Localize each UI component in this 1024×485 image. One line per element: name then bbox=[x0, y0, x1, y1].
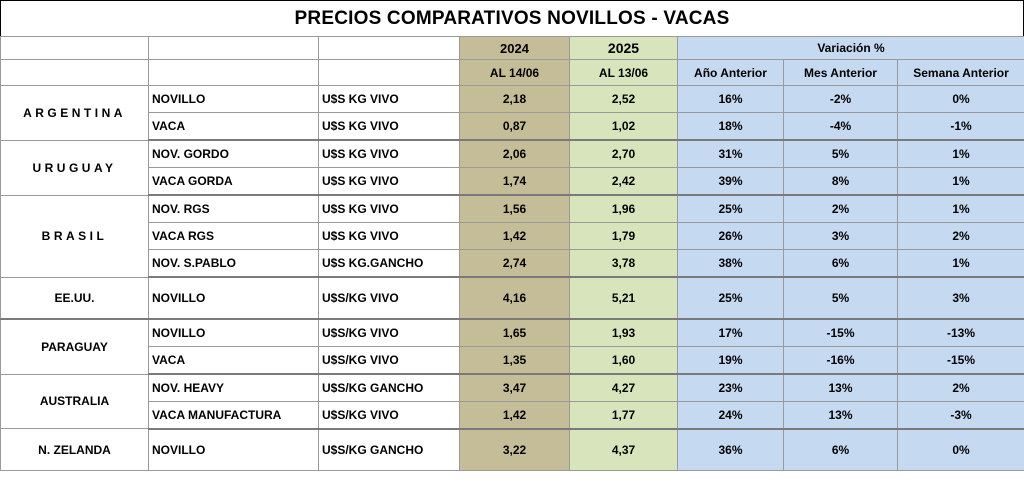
var-week-cell: 1% bbox=[898, 250, 1024, 277]
var-week-header: Semana Anterior bbox=[898, 60, 1024, 86]
var-year-cell: 19% bbox=[678, 347, 784, 374]
var-month-cell: 13% bbox=[784, 401, 898, 428]
blank-header-cell bbox=[149, 37, 319, 60]
var-week-cell: -13% bbox=[898, 319, 1024, 346]
table-row bbox=[1, 401, 1024, 428]
price-2025-cell: 3,78 bbox=[570, 250, 678, 277]
price-2024-cell: 1,35 bbox=[460, 347, 570, 374]
blank-header-cell bbox=[319, 60, 460, 86]
var-month-cell: 6% bbox=[784, 429, 898, 471]
var-year-cell: 36% bbox=[678, 429, 784, 471]
category-cell: VACA GORDA bbox=[149, 168, 319, 195]
unit-cell: U$S/KG GANCHO bbox=[319, 429, 460, 471]
var-week-cell: 0% bbox=[898, 429, 1024, 471]
country-cell: URUGUAY bbox=[1, 140, 149, 195]
blank-header-cell bbox=[149, 60, 319, 86]
category-cell: NOV. S.PABLO bbox=[149, 250, 319, 277]
table-row bbox=[1, 429, 1024, 471]
price-2025-cell: 2,42 bbox=[570, 168, 678, 195]
table-row bbox=[1, 374, 1024, 401]
table-row bbox=[1, 250, 1024, 277]
price-2024-cell: 2,18 bbox=[460, 86, 570, 113]
unit-cell: U$S KG.GANCHO bbox=[319, 250, 460, 277]
table-row bbox=[1, 113, 1024, 140]
var-year-cell: 23% bbox=[678, 374, 784, 401]
category-cell: NOVILLO bbox=[149, 86, 319, 113]
header-row-dates bbox=[1, 60, 1024, 86]
price-2025-cell: 1,93 bbox=[570, 319, 678, 346]
var-week-cell: 1% bbox=[898, 168, 1024, 195]
category-cell: NOV. HEAVY bbox=[149, 374, 319, 401]
country-cell: AUSTRALIA bbox=[1, 374, 149, 429]
var-month-cell: 2% bbox=[784, 195, 898, 222]
var-month-cell: -4% bbox=[784, 113, 898, 140]
date-2024-header: AL 14/06 bbox=[460, 60, 570, 86]
var-year-cell: 38% bbox=[678, 250, 784, 277]
price-2024-cell: 3,22 bbox=[460, 429, 570, 471]
price-2025-cell: 1,60 bbox=[570, 347, 678, 374]
price-2024-cell: 1,65 bbox=[460, 319, 570, 346]
country-cell: BRASIL bbox=[1, 195, 149, 277]
table-row bbox=[1, 86, 1024, 113]
var-month-cell: -16% bbox=[784, 347, 898, 374]
price-2025-cell: 2,70 bbox=[570, 140, 678, 167]
price-2025-cell: 1,02 bbox=[570, 113, 678, 140]
var-year-cell: 25% bbox=[678, 195, 784, 222]
unit-cell: U$S KG VIVO bbox=[319, 86, 460, 113]
unit-cell: U$S/KG VIVO bbox=[319, 347, 460, 374]
variation-header: Variación % bbox=[678, 37, 1024, 60]
unit-cell: U$S/KG GANCHO bbox=[319, 374, 460, 401]
blank-header-cell bbox=[319, 37, 460, 60]
var-year-cell: 24% bbox=[678, 401, 784, 428]
table-row bbox=[1, 195, 1024, 222]
price-2025-cell: 4,27 bbox=[570, 374, 678, 401]
var-year-cell: 39% bbox=[678, 168, 784, 195]
var-year-cell: 26% bbox=[678, 222, 784, 249]
var-week-cell: 2% bbox=[898, 374, 1024, 401]
var-week-cell: 1% bbox=[898, 140, 1024, 167]
var-month-cell: 3% bbox=[784, 222, 898, 249]
price-2024-cell: 2,06 bbox=[460, 140, 570, 167]
page-title: PRECIOS COMPARATIVOS NOVILLOS - VACAS bbox=[0, 0, 1024, 37]
table-row bbox=[1, 319, 1024, 346]
price-2024-cell: 1,42 bbox=[460, 401, 570, 428]
price-2025-cell: 5,21 bbox=[570, 277, 678, 319]
country-cell: N. ZELANDA bbox=[1, 429, 149, 471]
table-row bbox=[1, 222, 1024, 249]
var-year-cell: 17% bbox=[678, 319, 784, 346]
price-2024-cell: 3,47 bbox=[460, 374, 570, 401]
var-year-cell: 25% bbox=[678, 277, 784, 319]
unit-cell: U$S KG VIVO bbox=[319, 168, 460, 195]
year-2024-header: 2024 bbox=[460, 37, 570, 60]
var-year-header: Año Anterior bbox=[678, 60, 784, 86]
table-row bbox=[1, 140, 1024, 167]
price-2025-cell: 1,96 bbox=[570, 195, 678, 222]
category-cell: VACA bbox=[149, 113, 319, 140]
var-year-cell: 18% bbox=[678, 113, 784, 140]
category-cell: NOVILLO bbox=[149, 429, 319, 471]
category-cell: NOVILLO bbox=[149, 319, 319, 346]
var-year-cell: 16% bbox=[678, 86, 784, 113]
category-cell: NOV. RGS bbox=[149, 195, 319, 222]
price-2024-cell: 2,74 bbox=[460, 250, 570, 277]
var-week-cell: 0% bbox=[898, 86, 1024, 113]
var-week-cell: 2% bbox=[898, 222, 1024, 249]
price-comparison-table bbox=[0, 36, 1024, 471]
price-2025-cell: 4,37 bbox=[570, 429, 678, 471]
var-month-cell: 5% bbox=[784, 277, 898, 319]
country-cell: PARAGUAY bbox=[1, 319, 149, 374]
blank-header-cell bbox=[1, 37, 149, 60]
blank-header-cell bbox=[1, 60, 149, 86]
unit-cell: U$S KG VIVO bbox=[319, 195, 460, 222]
var-month-cell: -15% bbox=[784, 319, 898, 346]
var-week-cell: -3% bbox=[898, 401, 1024, 428]
date-2025-header: AL 13/06 bbox=[570, 60, 678, 86]
price-2025-cell: 2,52 bbox=[570, 86, 678, 113]
var-month-header: Mes Anterior bbox=[784, 60, 898, 86]
price-2025-cell: 1,77 bbox=[570, 401, 678, 428]
var-year-cell: 31% bbox=[678, 140, 784, 167]
var-month-cell: 13% bbox=[784, 374, 898, 401]
var-week-cell: 3% bbox=[898, 277, 1024, 319]
unit-cell: U$S/KG VIVO bbox=[319, 319, 460, 346]
var-week-cell: -15% bbox=[898, 347, 1024, 374]
category-cell: VACA RGS bbox=[149, 222, 319, 249]
category-cell: VACA MANUFACTURA bbox=[149, 401, 319, 428]
category-cell: VACA bbox=[149, 347, 319, 374]
var-week-cell: 1% bbox=[898, 195, 1024, 222]
country-cell: ARGENTINA bbox=[1, 86, 149, 141]
category-cell: NOVILLO bbox=[149, 277, 319, 319]
header-row-years bbox=[1, 37, 1024, 60]
unit-cell: U$S KG VIVO bbox=[319, 113, 460, 140]
category-cell: NOV. GORDO bbox=[149, 140, 319, 167]
var-week-cell: -1% bbox=[898, 113, 1024, 140]
country-cell: EE.UU. bbox=[1, 277, 149, 319]
table-row bbox=[1, 168, 1024, 195]
unit-cell: U$S KG VIVO bbox=[319, 140, 460, 167]
var-month-cell: 8% bbox=[784, 168, 898, 195]
year-2025-header: 2025 bbox=[570, 37, 678, 60]
var-month-cell: 6% bbox=[784, 250, 898, 277]
price-2024-cell: 4,16 bbox=[460, 277, 570, 319]
table-row bbox=[1, 277, 1024, 319]
var-month-cell: 5% bbox=[784, 140, 898, 167]
unit-cell: U$S/KG VIVO bbox=[319, 401, 460, 428]
price-2024-cell: 0,87 bbox=[460, 113, 570, 140]
price-2025-cell: 1,79 bbox=[570, 222, 678, 249]
unit-cell: U$S KG VIVO bbox=[319, 222, 460, 249]
price-2024-cell: 1,42 bbox=[460, 222, 570, 249]
price-2024-cell: 1,74 bbox=[460, 168, 570, 195]
price-2024-cell: 1,56 bbox=[460, 195, 570, 222]
var-month-cell: -2% bbox=[784, 86, 898, 113]
unit-cell: U$S/KG VIVO bbox=[319, 277, 460, 319]
table-row bbox=[1, 347, 1024, 374]
